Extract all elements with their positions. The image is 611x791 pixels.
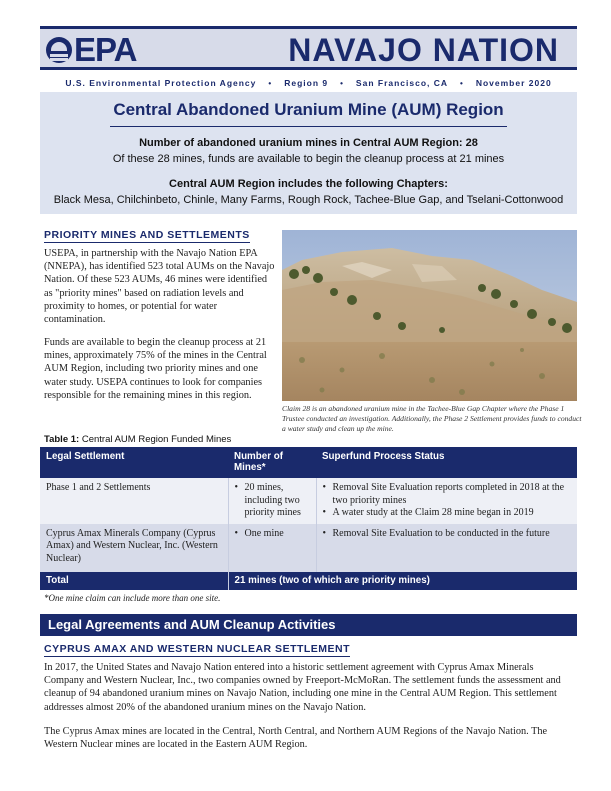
mines-value: One mine xyxy=(244,527,284,539)
table-caption: Central AUM Region Funded Mines xyxy=(81,434,232,445)
legal-paragraph-1: In 2017, the United States and Navajo Nation entered into a historic settlement agreement with Cyprus Amax Minerals Company and Western Nuclear, Inc., two companies owned by Freeport-McMoRan. The settlement funds the assessment and cleanup of 94 abandoned uranium mines on Navajo Nation, including one mine in the Central AUM Region. This settlement addresses almost 20% of the abandoned uranium mines on the Navajo Nation. xyxy=(44,662,561,713)
legal-paragraph-2: The Cyprus Amax mines are located in the Central, North Central, and Northern AUM Regions of the Navajo Nation. The Western Nuclear mines are located in the Eastern AUM Region. xyxy=(44,726,548,751)
legal-banner: Legal Agreements and AUM Cleanup Activities xyxy=(40,614,577,636)
epa-flower-icon xyxy=(46,37,72,63)
settlement-cell: Phase 1 and 2 Settlements xyxy=(40,478,228,524)
landscape-image xyxy=(282,230,577,401)
mine-photo xyxy=(282,230,577,401)
table-row xyxy=(40,478,577,524)
funds-line: Of these 28 mines, funds are available to begin the cleanup process at 21 mines xyxy=(112,153,505,165)
logo-text: EPA xyxy=(74,31,137,68)
status-cell: • Removal Site Evaluation reports completed in 2018 at the two priority mines • A water study at the Claim 28 mine began in 2019 xyxy=(316,478,577,524)
status-item: Removal Site Evaluation reports completed in 2018 at the two priority mines xyxy=(332,482,565,506)
separator: • xyxy=(268,78,273,88)
mines-value: 20 mines, including two priority mines xyxy=(244,482,301,518)
city-label: San Francisco, CA xyxy=(355,78,449,88)
table-header-row xyxy=(40,447,577,478)
separator: • xyxy=(340,78,344,88)
column-header: Superfund Process Status xyxy=(316,447,577,478)
title-divider xyxy=(110,126,507,127)
status-cell: • Removal Site Evaluation to be conducted in the future xyxy=(316,524,577,572)
table-title xyxy=(44,434,231,445)
separator: • xyxy=(460,78,464,88)
table-footnote: *One mine claim can include more than one site. xyxy=(44,593,221,603)
table-row xyxy=(40,524,577,572)
region-label: Region 9 xyxy=(284,78,329,88)
date-label: November 2020 xyxy=(475,78,552,88)
mines-cell: • 20 mines, including two priority mines xyxy=(228,478,316,524)
subheader xyxy=(40,74,577,92)
funded-mines-table xyxy=(40,447,577,590)
column-header: Number of Mines* xyxy=(228,447,316,478)
intro-box xyxy=(40,92,577,214)
priority-paragraph-2: Funds are available to begin the cleanup process at 21 mines, approximately 75% of the mines in the Central AUM Region, including two priority mines and one water study. USEPA continues to look for companies responsible for the remaining mines in this region. xyxy=(44,337,267,401)
epa-logo xyxy=(46,32,136,68)
chapters-list: Black Mesa, Chilchinbeto, Chinle, Many Farms, Rough Rock, Tachee-Blue Gap, and Tselani-Cottonwood xyxy=(53,194,564,206)
status-item: Removal Site Evaluation to be conducted in the future xyxy=(332,527,550,539)
status-item: A water study at the Claim 28 mine began in 2019 xyxy=(332,507,534,518)
photo-caption: Claim 28 is an abandoned uranium mine in the Tachee-Blue Gap Chapter where the Phase 1 Trustee conducted an investigation. Additionally, the Phase 2 Settlement provides funds to conduct a water study and clean up the mine. xyxy=(282,404,582,433)
column-header: Legal Settlement xyxy=(40,447,228,478)
chapters-heading: Central AUM Region includes the following Chapters: xyxy=(169,178,448,190)
total-label: Total xyxy=(40,572,228,591)
page-title: NAVAJO NATION xyxy=(288,32,559,68)
total-value: 21 mines (two of which are priority mines) xyxy=(228,572,577,591)
mines-cell: • One mine xyxy=(228,524,316,572)
cyprus-heading: CYPRUS AMAX AND WESTERN NUCLEAR SETTLEMENT xyxy=(44,643,351,655)
table-total-row xyxy=(40,572,577,591)
priority-heading: PRIORITY MINES AND SETTLEMENTS xyxy=(44,229,250,241)
mine-count-line: Number of abandoned uranium mines in Central AUM Region: 28 xyxy=(139,137,478,149)
priority-paragraph-1: USEPA, in partnership with the Navajo Nation EPA (NNEPA), has identified 523 total AUMs on the Navajo Nation. Of these 523 AUMs, 46 mines were identified as "priority mines" based on radiation levels and proximity to homes, or potential for water contamination. xyxy=(44,248,275,326)
table-label: Table 1: xyxy=(44,434,80,445)
region-title: Central Abandoned Uranium Mine (AUM) Region xyxy=(113,100,504,119)
agency-name: U.S. Environmental Protection Agency xyxy=(65,78,257,88)
masthead xyxy=(40,26,577,70)
settlement-cell: Cyprus Amax Minerals Company (Cyprus Amax) and Western Nuclear, Inc. (Western Nuclear) xyxy=(40,524,228,572)
